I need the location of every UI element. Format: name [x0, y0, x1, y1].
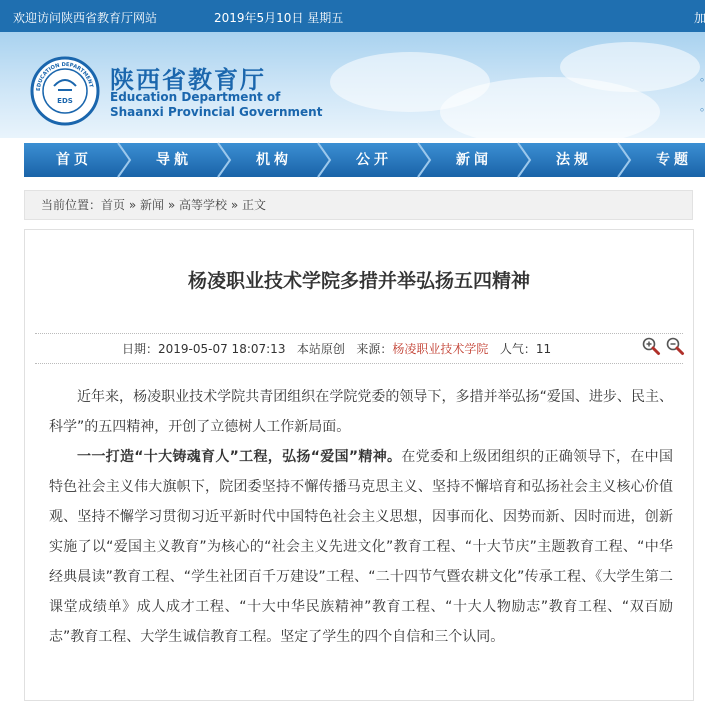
- paragraph-text: 在党委和上级团组织的正确领导下，在中国特色社会主义伟大旗帜下，院团委坚持不懈传播马克思主义、坚持不懈培育和弘扬社会主义核心价值观、坚持不懈学习贯彻习近平新时代中国特色社会主义思想，因事而化、因势而新、因时而进，创新实施了以“爱国主义教育”为核心的“社会主义先进文化”教育工程、“十大节庆”主题教育工程、“中华经典晨读”教育工程、“学生社团百千万建设”工程、“二十四节气暨农耕文化”传承工程、《大学生第二课堂成绩单》成人成才工程、“十大中华民族精神”教育工程、“十大人物励志”教育工程、“双百励志”教育工程、大学生诚信教育工程。坚定了学生的四个自信和三个认同。: [49, 449, 673, 645]
- site-name-en-line2: Shaanxi Provincial Government: [110, 105, 323, 119]
- top-bar: [0, 0, 705, 32]
- breadcrumb-current: 正文: [242, 198, 267, 212]
- nav-item-guide[interactable]: 导航: [156, 152, 192, 168]
- paragraph-heading: 一一打造“十大铸魂育人”工程，弘扬“爱国”精神。: [77, 449, 402, 465]
- header-side-mark: 。: [700, 100, 711, 113]
- svg-text:EDUCATION DEPARTMENT OF SHAANX: EDUCATION DEPARTMENT: [35, 61, 94, 92]
- views-label: 人气：: [499, 342, 536, 356]
- top-right-link[interactable]: 加: [694, 11, 707, 25]
- site-name-cn: 陕西省教育厅: [110, 66, 266, 94]
- breadcrumb-link-news[interactable]: 新闻: [140, 198, 165, 212]
- cloud-decoration: [560, 42, 700, 92]
- views-count: 11: [535, 342, 552, 356]
- paragraph: [49, 442, 673, 652]
- zoom-in-icon[interactable]: [642, 337, 660, 355]
- divider: [35, 363, 683, 364]
- nav-item-home[interactable]: 首页: [56, 152, 92, 168]
- current-date: 2019年5月10日 星期五: [214, 11, 344, 25]
- publish-date: 日期：2019-05-07 18:07:13: [122, 342, 286, 356]
- welcome-text: 欢迎访问陕西省教育厅网站: [13, 11, 158, 25]
- origin-label: 本站原创: [296, 342, 345, 356]
- svg-text:EDS: EDS: [57, 97, 73, 105]
- breadcrumb-separator: »: [125, 198, 141, 212]
- breadcrumb-link-higher-ed[interactable]: 高等学校: [179, 198, 228, 212]
- article-title: 杨凌职业技术学院多措并举弘扬五四精神: [187, 270, 530, 292]
- site-header: [0, 32, 711, 138]
- nav-item-regulations[interactable]: 法规: [556, 152, 592, 168]
- nav-item-topics[interactable]: 专题: [656, 152, 692, 168]
- breadcrumb-link-home[interactable]: 首页: [101, 198, 126, 212]
- site-name-en-line1: Education Department of: [110, 90, 281, 104]
- breadcrumb-separator: »: [227, 198, 243, 212]
- breadcrumb-prefix: 当前位置：: [41, 198, 102, 212]
- article-body: [49, 382, 673, 652]
- divider: [35, 333, 683, 334]
- nav-item-news[interactable]: 新闻: [456, 152, 492, 168]
- site-logo[interactable]: [30, 56, 100, 126]
- article-meta: [122, 340, 551, 357]
- breadcrumb-separator: »: [164, 198, 180, 212]
- main-nav: [24, 143, 705, 177]
- nav-item-disclosure[interactable]: 公开: [356, 152, 392, 168]
- source-link[interactable]: 杨凌职业技术学院: [392, 342, 489, 356]
- source-label: 来源：: [356, 342, 393, 356]
- paragraph: 近年来，杨凌职业技术学院共青团组织在学院党委的领导下，多措并举弘扬“爱国、进步、民主、科学”的五四精神，开创了立德树人工作新局面。: [49, 389, 673, 435]
- breadcrumb: [24, 190, 693, 220]
- article-panel: [24, 229, 694, 701]
- zoom-out-icon[interactable]: [666, 337, 684, 355]
- nav-item-institutions[interactable]: 机构: [256, 152, 292, 168]
- header-side-mark: 。: [700, 70, 711, 83]
